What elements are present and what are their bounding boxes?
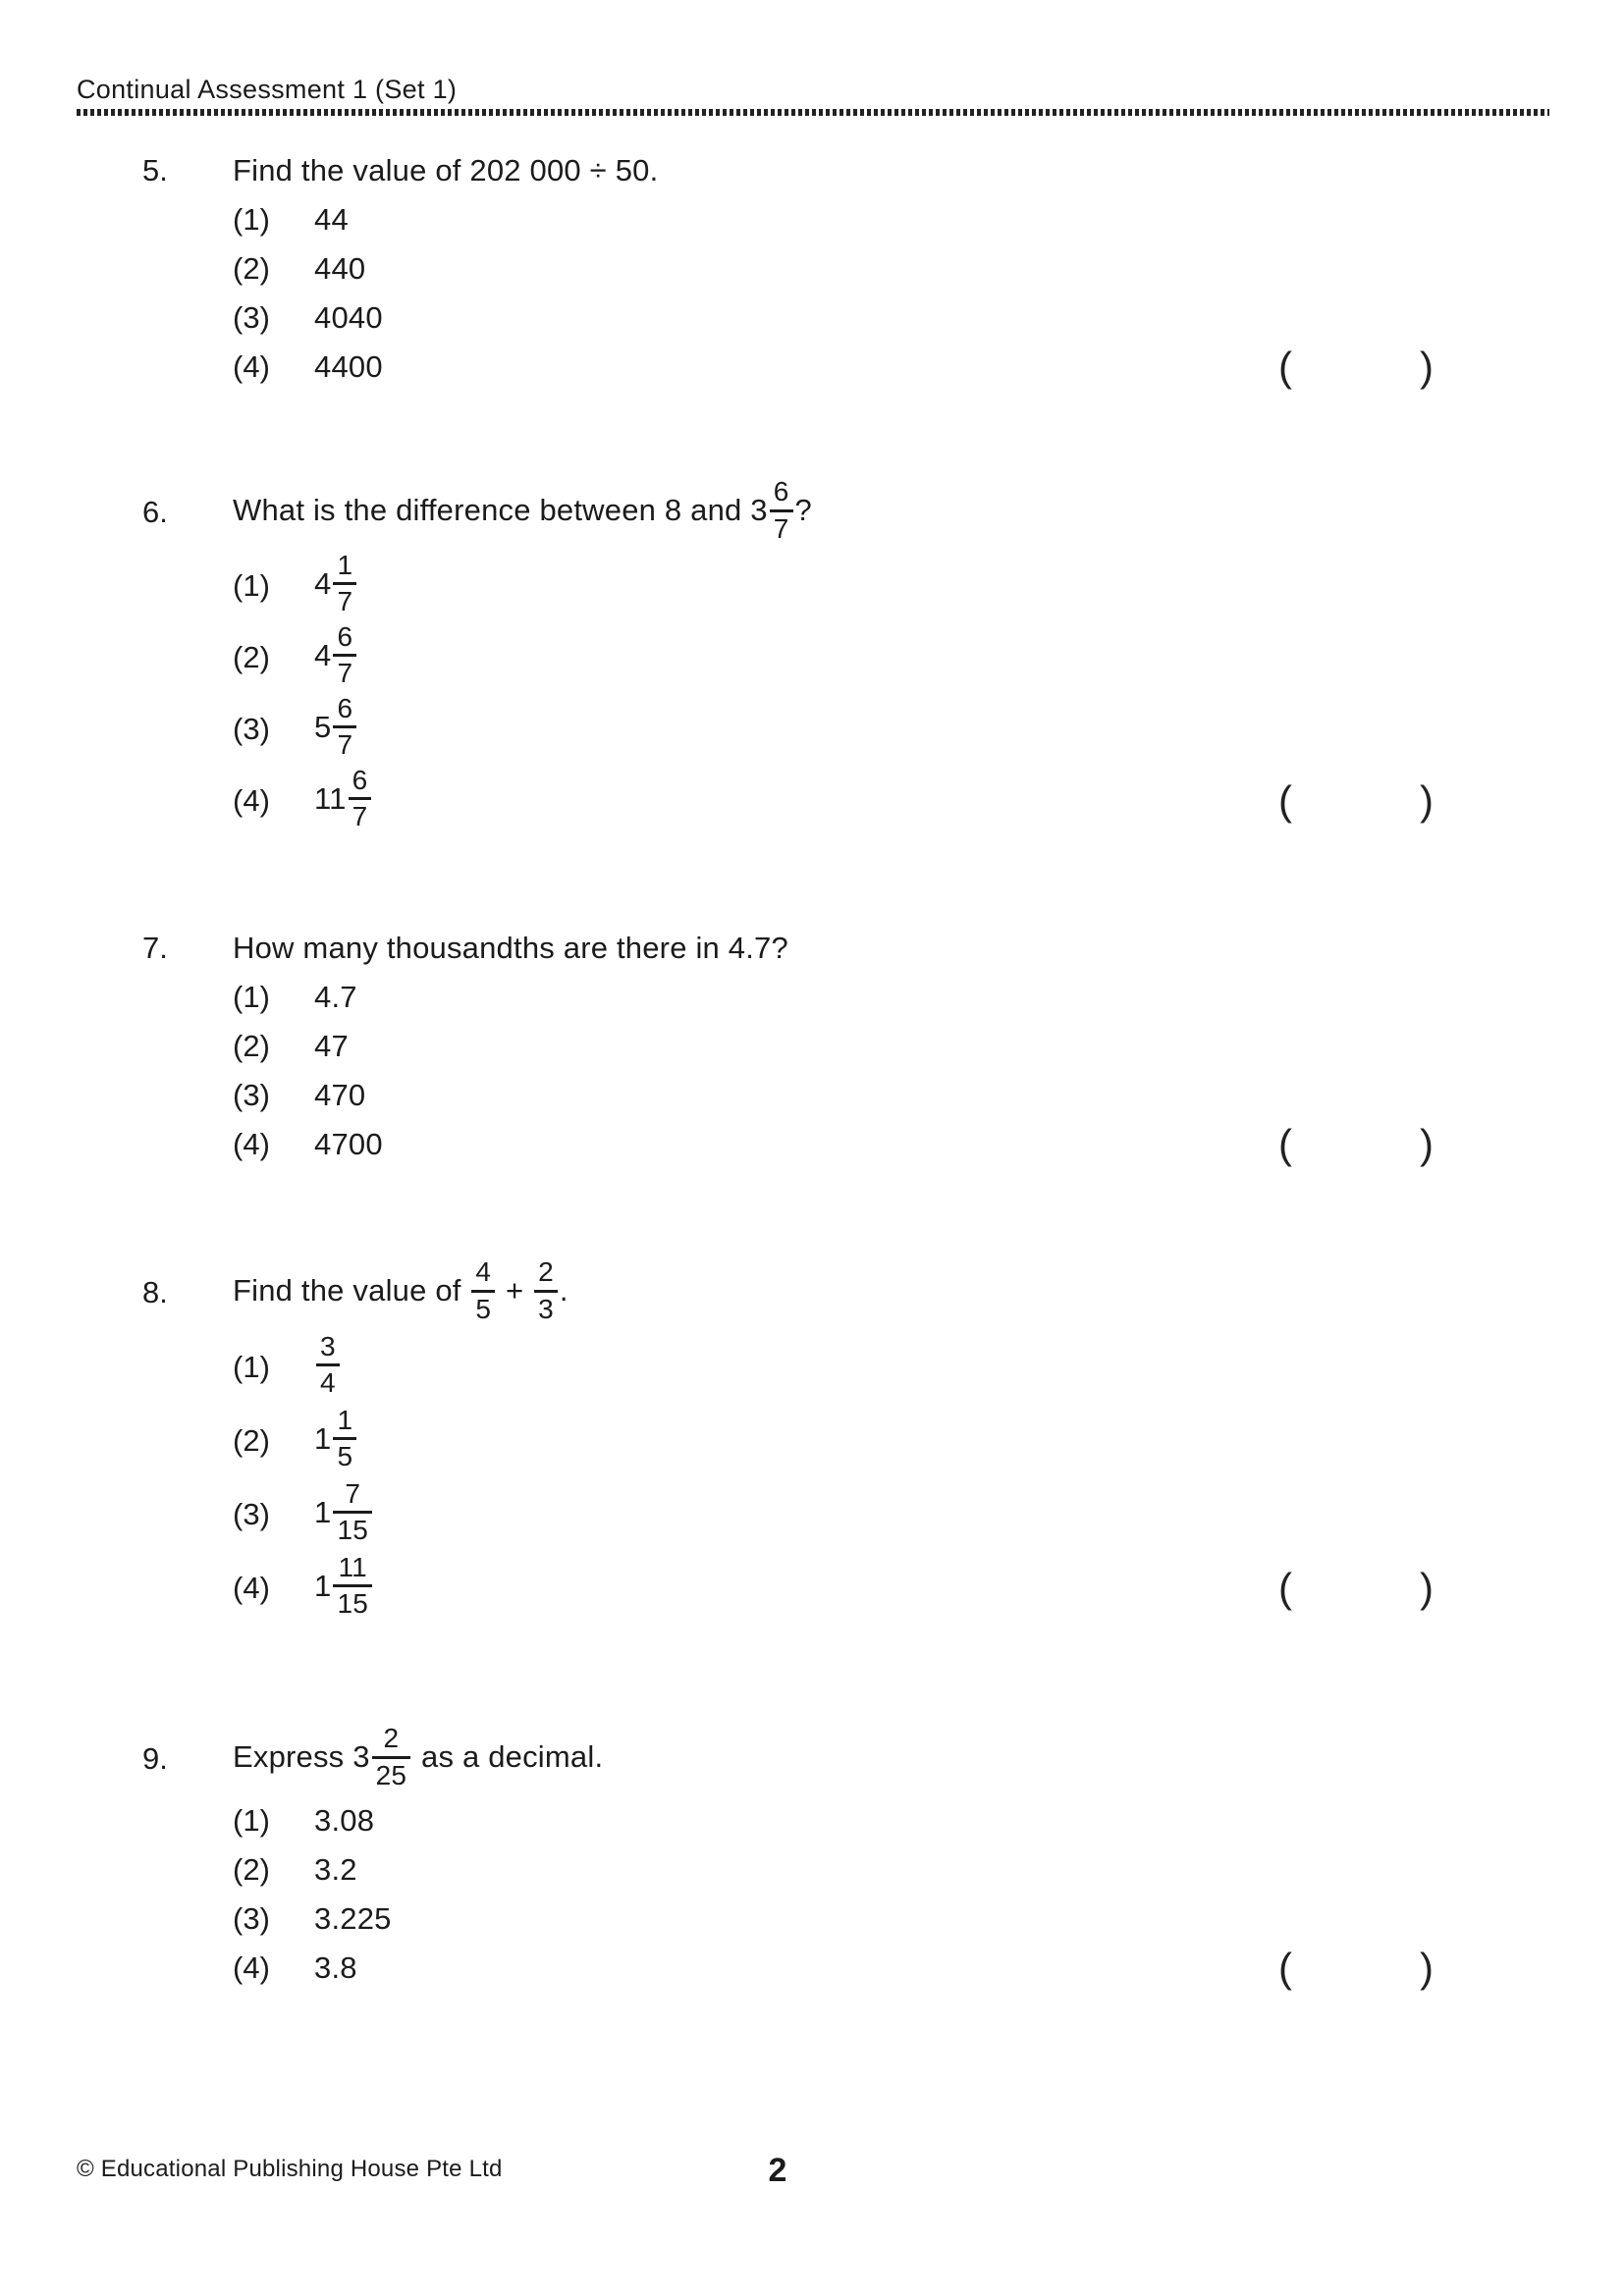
option-row bbox=[0, 621, 1624, 693]
option-row bbox=[0, 244, 1624, 294]
option-value: 4 $\frac{6}{7}$ bbox=[314, 622, 358, 692]
numerator: 6 bbox=[773, 476, 789, 507]
fraction bbox=[333, 694, 356, 760]
option-row bbox=[0, 1404, 1624, 1477]
option-row bbox=[0, 1944, 1624, 1993]
page-number: 2 bbox=[768, 2152, 787, 2189]
footer-copyright: © Educational Publishing House Pte Ltd bbox=[77, 2156, 503, 2182]
answer-bracket-close: ) bbox=[1420, 776, 1434, 824]
fraction bbox=[534, 1257, 558, 1323]
option-value: 47 bbox=[314, 1029, 349, 1063]
denominator: 4 bbox=[316, 1363, 340, 1398]
option-value: 440 bbox=[314, 251, 366, 286]
fraction bbox=[471, 1257, 495, 1323]
fraction bbox=[316, 1332, 340, 1398]
question-prompt: Find the value of 202 000 ÷ 50. bbox=[233, 153, 659, 187]
fraction bbox=[333, 1406, 356, 1471]
fraction bbox=[333, 1479, 372, 1545]
option-label: (3) bbox=[233, 1901, 270, 1936]
option-label: (1) bbox=[233, 202, 270, 237]
option-label: (1) bbox=[233, 980, 270, 1014]
fraction bbox=[333, 622, 356, 688]
option-row bbox=[0, 550, 1624, 621]
option-value: 4 $\frac{1}{7}$ bbox=[314, 551, 358, 620]
numerator: 6 bbox=[352, 764, 368, 795]
page-header-title: Continual Assessment 1 (Set 1) bbox=[77, 75, 458, 104]
question-prompt-row bbox=[0, 475, 1624, 550]
option-value: 3.2 bbox=[314, 1852, 357, 1887]
option-row bbox=[0, 195, 1624, 244]
option-row bbox=[0, 1895, 1624, 1944]
question-prompt: Express 3 $\frac{2}{25}$ as a decimal. bbox=[233, 1723, 604, 1790]
option-row bbox=[0, 765, 1624, 836]
option-row bbox=[0, 1071, 1624, 1120]
option-value: 4400 bbox=[314, 349, 383, 384]
question-prompt-row bbox=[0, 1722, 1624, 1796]
option-value: 1 $\frac{1}{5}$ bbox=[314, 1406, 358, 1475]
option-value: 1 $\frac{11}{15}$ bbox=[314, 1553, 374, 1623]
option-value: 3.08 bbox=[314, 1803, 375, 1838]
numerator: 2 bbox=[538, 1256, 554, 1288]
option-label: (3) bbox=[233, 300, 270, 335]
question-number: 9. bbox=[142, 1741, 168, 1776]
option-label: (1) bbox=[233, 1803, 270, 1838]
question-number: 5. bbox=[142, 153, 168, 187]
question-prompt-row bbox=[0, 146, 1624, 195]
fraction bbox=[333, 551, 356, 616]
denominator: 7 bbox=[333, 725, 356, 760]
option-label: (2) bbox=[233, 251, 270, 286]
option-value: 44 bbox=[314, 202, 349, 237]
option-value bbox=[314, 1332, 342, 1402]
answer-bracket-open: ( bbox=[1278, 1945, 1292, 1991]
option-row bbox=[0, 1796, 1624, 1845]
numerator: 4 bbox=[475, 1256, 492, 1288]
denominator: 5 bbox=[333, 1437, 356, 1471]
option-row bbox=[0, 973, 1624, 1022]
numerator: 1 bbox=[337, 549, 353, 580]
denominator: 7 bbox=[333, 582, 356, 616]
question-number: 6. bbox=[142, 495, 168, 529]
option-label: (2) bbox=[233, 1422, 270, 1458]
question bbox=[0, 475, 1624, 836]
option-row bbox=[0, 1477, 1624, 1551]
option-label: (3) bbox=[233, 1496, 270, 1531]
numerator: 2 bbox=[383, 1723, 400, 1754]
denominator: 7 bbox=[333, 654, 356, 688]
fraction bbox=[333, 1553, 372, 1619]
denominator: 15 bbox=[333, 1584, 372, 1619]
option-label: (4) bbox=[233, 1950, 270, 1985]
option-row bbox=[0, 1845, 1624, 1895]
question bbox=[0, 1255, 1624, 1625]
option-label: (4) bbox=[233, 349, 270, 384]
denominator: 3 bbox=[534, 1290, 558, 1324]
numerator: 11 bbox=[338, 1551, 367, 1582]
fraction bbox=[770, 477, 793, 543]
option-label: (2) bbox=[233, 1852, 270, 1887]
question bbox=[0, 924, 1624, 1169]
option-row bbox=[0, 343, 1624, 392]
option-value: 3.225 bbox=[314, 1901, 392, 1936]
denominator: 7 bbox=[770, 509, 793, 544]
answer-bracket-close: ) bbox=[1420, 1564, 1434, 1611]
answer-bracket-open: ( bbox=[1278, 776, 1292, 824]
option-row bbox=[0, 1120, 1624, 1169]
numerator: 3 bbox=[320, 1330, 336, 1362]
numerator: 6 bbox=[337, 620, 353, 652]
option-value: 4700 bbox=[314, 1127, 383, 1161]
question-number: 8. bbox=[142, 1275, 168, 1309]
option-label: (3) bbox=[233, 711, 270, 746]
question-number: 7. bbox=[142, 931, 168, 965]
answer-bracket-close: ) bbox=[1420, 1121, 1434, 1167]
question-prompt-row bbox=[0, 924, 1624, 973]
fraction bbox=[349, 766, 372, 831]
option-label: (1) bbox=[233, 567, 270, 603]
question-prompt: How many thousandths are there in 4.7? bbox=[233, 931, 788, 965]
answer-bracket-close: ) bbox=[1420, 1945, 1434, 1991]
option-value: 5 $\frac{6}{7}$ bbox=[314, 694, 358, 764]
option-label: (1) bbox=[233, 1349, 270, 1384]
question-prompt: What is the difference between 8 and 3 $\frac{6}{7}$ ? bbox=[233, 476, 812, 544]
answer-bracket-open: ( bbox=[1278, 1121, 1292, 1167]
option-label: (4) bbox=[233, 1570, 270, 1605]
option-value: 4040 bbox=[314, 300, 383, 335]
option-row bbox=[0, 1022, 1624, 1071]
numerator: 7 bbox=[345, 1477, 361, 1509]
option-value: 1 $\frac{7}{15}$ bbox=[314, 1479, 374, 1549]
question-prompt-row bbox=[0, 1255, 1624, 1330]
denominator: 7 bbox=[349, 797, 372, 831]
option-label: (3) bbox=[233, 1078, 270, 1112]
numerator: 1 bbox=[337, 1404, 353, 1435]
fraction bbox=[372, 1724, 411, 1789]
denominator: 5 bbox=[471, 1290, 495, 1324]
numerator: 6 bbox=[337, 692, 353, 723]
option-value: 470 bbox=[314, 1078, 366, 1112]
option-label: (4) bbox=[233, 1127, 270, 1161]
answer-bracket-open: ( bbox=[1278, 1564, 1292, 1611]
option-row bbox=[0, 1551, 1624, 1625]
question bbox=[0, 1722, 1624, 1993]
option-row bbox=[0, 693, 1624, 765]
option-label: (2) bbox=[233, 1029, 270, 1063]
option-value: 11 $\frac{6}{7}$ bbox=[314, 766, 373, 835]
option-value: 4.7 bbox=[314, 980, 357, 1014]
option-label: (2) bbox=[233, 639, 270, 674]
option-value: 3.8 bbox=[314, 1950, 357, 1985]
answer-bracket-open: ( bbox=[1278, 344, 1292, 390]
option-row bbox=[0, 1330, 1624, 1404]
question bbox=[0, 146, 1624, 392]
option-row bbox=[0, 294, 1624, 343]
denominator: 25 bbox=[372, 1756, 411, 1790]
question-prompt: Find the value of $\frac{4}{5}$ + $\frac{2}{3}$ . bbox=[233, 1256, 568, 1324]
answer-bracket-close: ) bbox=[1420, 344, 1434, 390]
option-label: (4) bbox=[233, 782, 270, 818]
denominator: 15 bbox=[333, 1511, 372, 1545]
